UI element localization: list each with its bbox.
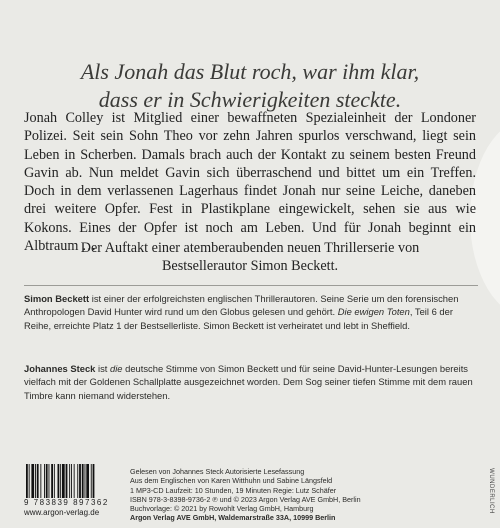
book-title: Die ewigen Toten xyxy=(337,306,410,318)
credits-line-5: Buchvorlage: © 2021 by Rowohlt Verlag GmbH, Hamburg xyxy=(130,504,314,514)
headline-line-1: Als Jonah das Blut roch, war ihm klar, xyxy=(80,59,420,84)
narrator-bio-emphasis: die xyxy=(109,363,123,374)
publisher-website: www.argon-verlag.de xyxy=(24,508,100,517)
tagline-line-2: Bestsellerautor Simon Beckett. xyxy=(161,258,339,275)
tagline-line-1: Der Auftakt einer atemberaubenden neuen Thrillerserie von xyxy=(80,240,420,256)
barcode-icon xyxy=(24,464,120,498)
narrator-name: Johannes Steck xyxy=(24,363,96,374)
spine-label: WUNDERLICH xyxy=(488,468,495,514)
credits-line-2: Aus dem Englischen von Karen Witthuhn und Sabine Längsfeld xyxy=(130,476,333,486)
tagline xyxy=(0,239,500,276)
credits-line-1: Gelesen von Johannes Steck Autorisierte Lesefassung xyxy=(130,467,305,476)
credits-line-6: Argon Verlag AVE GmbH, Waldemarstraße 33A, 10999 Berlin xyxy=(130,513,336,523)
headline-line-2: dass er in Schwierigkeiten steckte. xyxy=(98,87,402,112)
narrator-bio-text-2: deutsche Stimme von Simon Beckett und für seine David-Hunter-Lesungen bereits vielfach mit der Goldenen Schallplatte ausgezeichnet worden. Dem Sog seiner tiefen Stimme mit dem rauen Timbre kann niemand widerstehen. xyxy=(24,363,473,401)
author-bio-text-1: ist einer der erfolgreichsten englischen Thrillerautoren. Seine Serie um den forensischen Anthropologen David Hunter wird rund um den Globus gelesen und gehört. xyxy=(24,293,459,318)
blurb-text: Jonah Colley ist Mitglied einer bewaffneten Spezialeinheit der Londoner Polizei. Seit sein Sohn Theo vor zehn Jahren spurlos verschwand, liegt sein Leben in Scherben. Damals brach auch der Kontakt zu seinem besten Freund Gavin ab. Nun meldet Gavin sich überraschend und bittet um ein Treffen. Doch in dem verlassenen Lagerhaus findet Jonah nur seine Leiche, daneben drei weitere Opfer. Fest in Plastikplane eingewickelt, sehen sie aus wie Kokons. Eines der Opfer ist noch am Leben. Und für Jonah beginnt ein Albtraum … xyxy=(24,110,476,255)
credits-block xyxy=(130,467,475,523)
author-name: Simon Beckett xyxy=(24,293,90,304)
barcode-number: 9 783839 897362 xyxy=(24,498,109,507)
credits-line-3: 1 MP3-CD Laufzeit: 10 Stunden, 19 Minuten Regie: Lutz Schäfer xyxy=(130,485,337,495)
credits-line-4: ISBN 978-3-8398-9736-2 ℗ und © 2023 Argon Verlag AVE GmbH, Berlin xyxy=(130,494,361,504)
headline xyxy=(0,58,500,114)
barcode-block xyxy=(24,464,124,517)
author-bio-text-2: , Teil 6 der Reihe, erreichte Platz 1 der Bestsellerliste. Simon Beckett ist verheiratet und lebt in Sheffield. xyxy=(24,306,453,331)
author-bio xyxy=(24,292,476,332)
section-divider xyxy=(24,285,478,286)
narrator-bio xyxy=(24,362,476,402)
narrator-bio-text-1: ist xyxy=(95,363,110,374)
